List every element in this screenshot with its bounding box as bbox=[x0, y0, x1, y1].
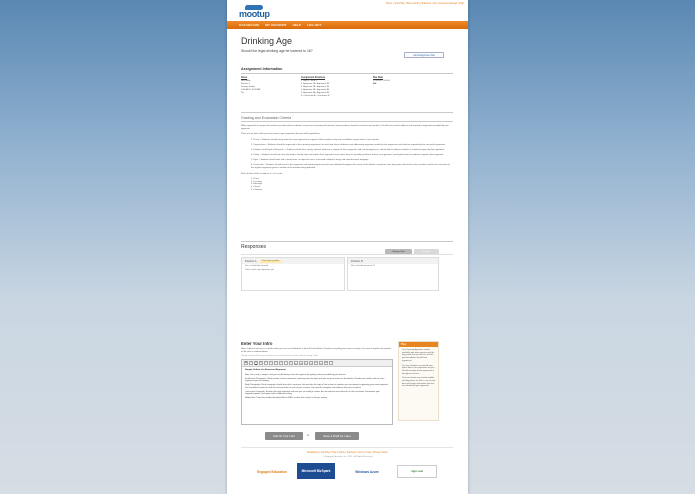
tab-timeline[interactable]: Timeline bbox=[414, 249, 439, 254]
position-a-empty: There aren't any responses yet. bbox=[245, 269, 275, 271]
grading-lead: There are six basic skills you must show in your arguments that you will be graded on: bbox=[241, 132, 321, 135]
scale-item: 4 = Good bbox=[251, 186, 260, 189]
nav-dashboard[interactable]: DASHBOARD bbox=[239, 23, 260, 27]
justify-button[interactable]: ≡ bbox=[280, 362, 282, 364]
main-content bbox=[241, 36, 453, 192]
align-left-button[interactable]: ≡ bbox=[265, 362, 267, 364]
tip-paragraph: Your conclusion may restate notable and key points, as well as use of your best and strong information that was not rebutted by your opponent. bbox=[402, 377, 436, 388]
indent-button[interactable]: ⇥ bbox=[300, 362, 302, 365]
scale-item: 5 = Superior bbox=[251, 188, 263, 191]
structure-line: 4. Argument 3A - Argument 3B bbox=[301, 88, 330, 91]
grading-title: Grading and Evaluation Criteria bbox=[241, 116, 292, 121]
tip-paragraph: Your Opening Argument should establish your main premise and the key points that you will use to build your foundation to build later arguments. bbox=[402, 349, 435, 362]
scale-item: 1 = Poor bbox=[251, 177, 259, 180]
mootup-logo[interactable] bbox=[239, 5, 269, 19]
class-line: January Friday bbox=[241, 85, 255, 88]
bullet-list-button[interactable]: • bbox=[285, 362, 287, 364]
position-b-stance: No, it should remain at 21. bbox=[351, 265, 376, 267]
add-assignment-link-button[interactable]: Add Assignment link bbox=[404, 52, 444, 58]
structure-heading: Assignment Structure bbox=[301, 76, 325, 79]
italic-button[interactable]: I bbox=[250, 362, 252, 364]
numbered-list-button[interactable]: 1. bbox=[290, 362, 292, 364]
footer-links[interactable]: Dashboard | Just Play | How it works | Teachers | Terms of Use | Privacy Notice bbox=[307, 452, 388, 454]
class-line: 7th bbox=[241, 91, 244, 94]
position-a-label: Position A bbox=[245, 259, 257, 263]
debate-question: Should the legal drinking age be lowered to 18? bbox=[241, 49, 313, 53]
outdent-button[interactable]: ⇤ bbox=[295, 362, 297, 365]
bizspark-logo[interactable]: Microsoft BizSpark bbox=[297, 463, 335, 479]
grading-intro: While arguments to support the position you took within an debate, using clear reasoning and relevant, strong evidence based on research you perform. You will also need to address and respond to arguments provided by your opponent. bbox=[241, 124, 449, 130]
bold-button[interactable]: B bbox=[245, 362, 247, 364]
apps-seal-logo[interactable]: Apps seal bbox=[397, 465, 437, 478]
due-date-line: 12/9/2011 2:00:00 bbox=[373, 79, 390, 82]
tab-side-by-side[interactable]: Side by Side bbox=[385, 249, 412, 254]
tips-title: Tips bbox=[399, 342, 438, 347]
position-b-label: Position B bbox=[351, 259, 363, 263]
help-button[interactable]: ? bbox=[330, 362, 332, 364]
class-line: Jack Miller bbox=[241, 79, 251, 82]
footer-copyright: © Engaged Education, Inc. 2011 - All Rights Reserved bbox=[322, 456, 373, 458]
structure-line: 3. Argument 2A - Argument 2B bbox=[301, 85, 330, 88]
cut-button[interactable]: ✂ bbox=[320, 362, 322, 365]
criteria-item: 6. Conclusion -- Students should return to the arguments and counterarguments that were debated throughout the course of the debate, summarize their key points and reinforce their position, and tie the conclusion to the original arguments given in relation to the position being defended. bbox=[251, 163, 450, 169]
criteria-item: 2. Organization -- Students should be organized in their opening arguments, but also later where students must addressing arguments made by their opponents and continue supporting their own initial arguments. bbox=[251, 143, 446, 146]
structure-line: 6. Conclusion A - Conclusion B bbox=[301, 94, 330, 97]
intro-editor[interactable] bbox=[241, 359, 393, 425]
editor-paragraph: Helpful Hint: Drag the provided formatted files in MSN, unclear, but surely it is all your writing. bbox=[245, 396, 328, 399]
editor-paragraph: Body Paragraphs: Each paragraph should start with a sentence that specifies the topic of the reason or evidence you are giving in supporting your main argument. Use transitional sentences with the relevant data on each of your reasons. Use specific examples and evidence from your research. bbox=[245, 384, 389, 389]
redo-button[interactable]: ↷ bbox=[310, 362, 312, 365]
save-draft-button[interactable]: Save a Draft for Later bbox=[315, 432, 359, 440]
intro-hint: Typing in here will be saved and you can come back to it and continue writing it later. bbox=[241, 355, 319, 357]
editor-paragraph: Conclusion Paragraph: Restate the main argument and note you are taking in review, but not rephrase most from this in the conclusion. Summarize your supporting points, and again make a different ending. bbox=[245, 390, 380, 396]
due-date-heading: Due Date bbox=[373, 76, 383, 79]
or-label: or bbox=[307, 434, 310, 437]
scale-list bbox=[241, 178, 453, 192]
enter-intro-title: Enter Your Intro bbox=[241, 341, 273, 346]
divider bbox=[241, 121, 453, 122]
scale-lead: Each of these skills is rated on a 1 to 5 scale: bbox=[241, 172, 283, 175]
due-date-line: AM bbox=[373, 82, 377, 85]
align-right-button[interactable]: ≡ bbox=[275, 362, 277, 364]
strikethrough-button[interactable]: S bbox=[260, 362, 262, 364]
nav-log-out[interactable]: LOG OUT bbox=[306, 23, 322, 27]
tip-paragraph: You can introduce convincible new points later in the arguments but you should transition these arguments in throughout and use. bbox=[402, 364, 435, 375]
criteria-item: 3. Evidence and Depth of Research -- Students should have strong, relevant evidence in support of their arguments and counterarguments, and be able to address evidence in rebuttal to given by their opponent. bbox=[251, 148, 445, 151]
tips-panel bbox=[398, 341, 439, 421]
your-position-badge: This is your position bbox=[261, 260, 280, 262]
undo-button[interactable]: ↶ bbox=[305, 362, 307, 365]
class-column bbox=[241, 77, 271, 98]
align-center-button[interactable]: ≡ bbox=[270, 362, 272, 364]
assignment-info-title: Assignment Information bbox=[241, 67, 283, 71]
position-b-box bbox=[347, 257, 439, 291]
editor-paragraph: Note: this is only a sample, and you should always check the against the grading criteria provided by your teacher. bbox=[245, 374, 346, 376]
criteria-item: 4. Clarity -- Students should use clear phrasing to clearly state and explain their arguments and, where they are providing evidence to back up arguments, and explain how this evidence supports their argument. bbox=[251, 153, 444, 156]
main-nav bbox=[227, 21, 468, 29]
scale-item: 3 = Average bbox=[251, 183, 263, 186]
page bbox=[227, 0, 468, 494]
class-line: 9:00 AM to 10:00 AM bbox=[241, 88, 261, 91]
scale-item: 2 = Lacking bbox=[251, 180, 262, 183]
criteria-item: 1. Thesis -- Students should clearly state the main arguments in support of their position early and consolidate support them in later rounds. bbox=[251, 138, 380, 141]
divider bbox=[241, 254, 453, 255]
criteria-item: 5. Style -- Students should write with a formal tone, an objective voice, and avoid colloquial, slang, and unprofessional language. bbox=[251, 158, 369, 161]
logo-text: mootup bbox=[239, 9, 270, 19]
divider bbox=[241, 112, 453, 113]
top-links[interactable]: Home | Just Play | How it works | Teachers | Join | Account Settings | Help bbox=[385, 2, 464, 5]
editor-heading: Sample Outline of a Structured Argument bbox=[245, 369, 286, 371]
due-date-column bbox=[373, 77, 403, 98]
debate-title: Drinking Age bbox=[241, 36, 293, 46]
editor-paragraph: Introduction Paragraph: Clearly restate a thesis statement, meaning state the topic and note out your stance on the debate. Provide your reader with the main arguments you are making. bbox=[245, 377, 385, 383]
nav-my-account[interactable]: MY ACCOUNT bbox=[265, 23, 287, 27]
editor-body[interactable] bbox=[242, 367, 392, 402]
divider bbox=[241, 241, 453, 242]
divider bbox=[241, 73, 453, 74]
structure-column bbox=[301, 77, 343, 98]
link-button[interactable]: ∞ bbox=[315, 362, 317, 364]
divider bbox=[241, 447, 453, 448]
engaged-education-logo[interactable]: Engaged Education bbox=[257, 469, 287, 474]
position-a-stance: Yes, it should be lowered. bbox=[245, 265, 269, 267]
intro-note: Note: It doesn't list Intro in a shade rather you can use Guidelines in Intro fill-in-the-blank: Consider everything your team is writing. Use ease to explain the purpose of the intro as outlined above. bbox=[241, 348, 392, 353]
nav-help[interactable]: HELP bbox=[292, 23, 301, 27]
position-a-box bbox=[241, 257, 345, 291]
class-heading: Class bbox=[241, 76, 248, 79]
structure-line: 1. Intro 3 - Intro 4 bbox=[301, 79, 317, 82]
special-char-button[interactable]: Ω bbox=[325, 362, 327, 364]
structure-line: 2. Argument 1A - Argument 1B bbox=[301, 82, 330, 85]
underline-button[interactable]: U bbox=[255, 362, 257, 364]
editor-toolbar bbox=[242, 360, 392, 367]
responses-title: Responses bbox=[241, 244, 267, 250]
submit-intro-button[interactable]: Submit Your Intro bbox=[265, 432, 303, 440]
windows-azure-logo[interactable]: Windows Azure bbox=[355, 469, 379, 474]
class-line: Section 4 bbox=[241, 82, 250, 85]
structure-line: 5. Argument 4A - Argument 4B bbox=[301, 91, 330, 94]
assignment-info-grid bbox=[241, 77, 453, 98]
